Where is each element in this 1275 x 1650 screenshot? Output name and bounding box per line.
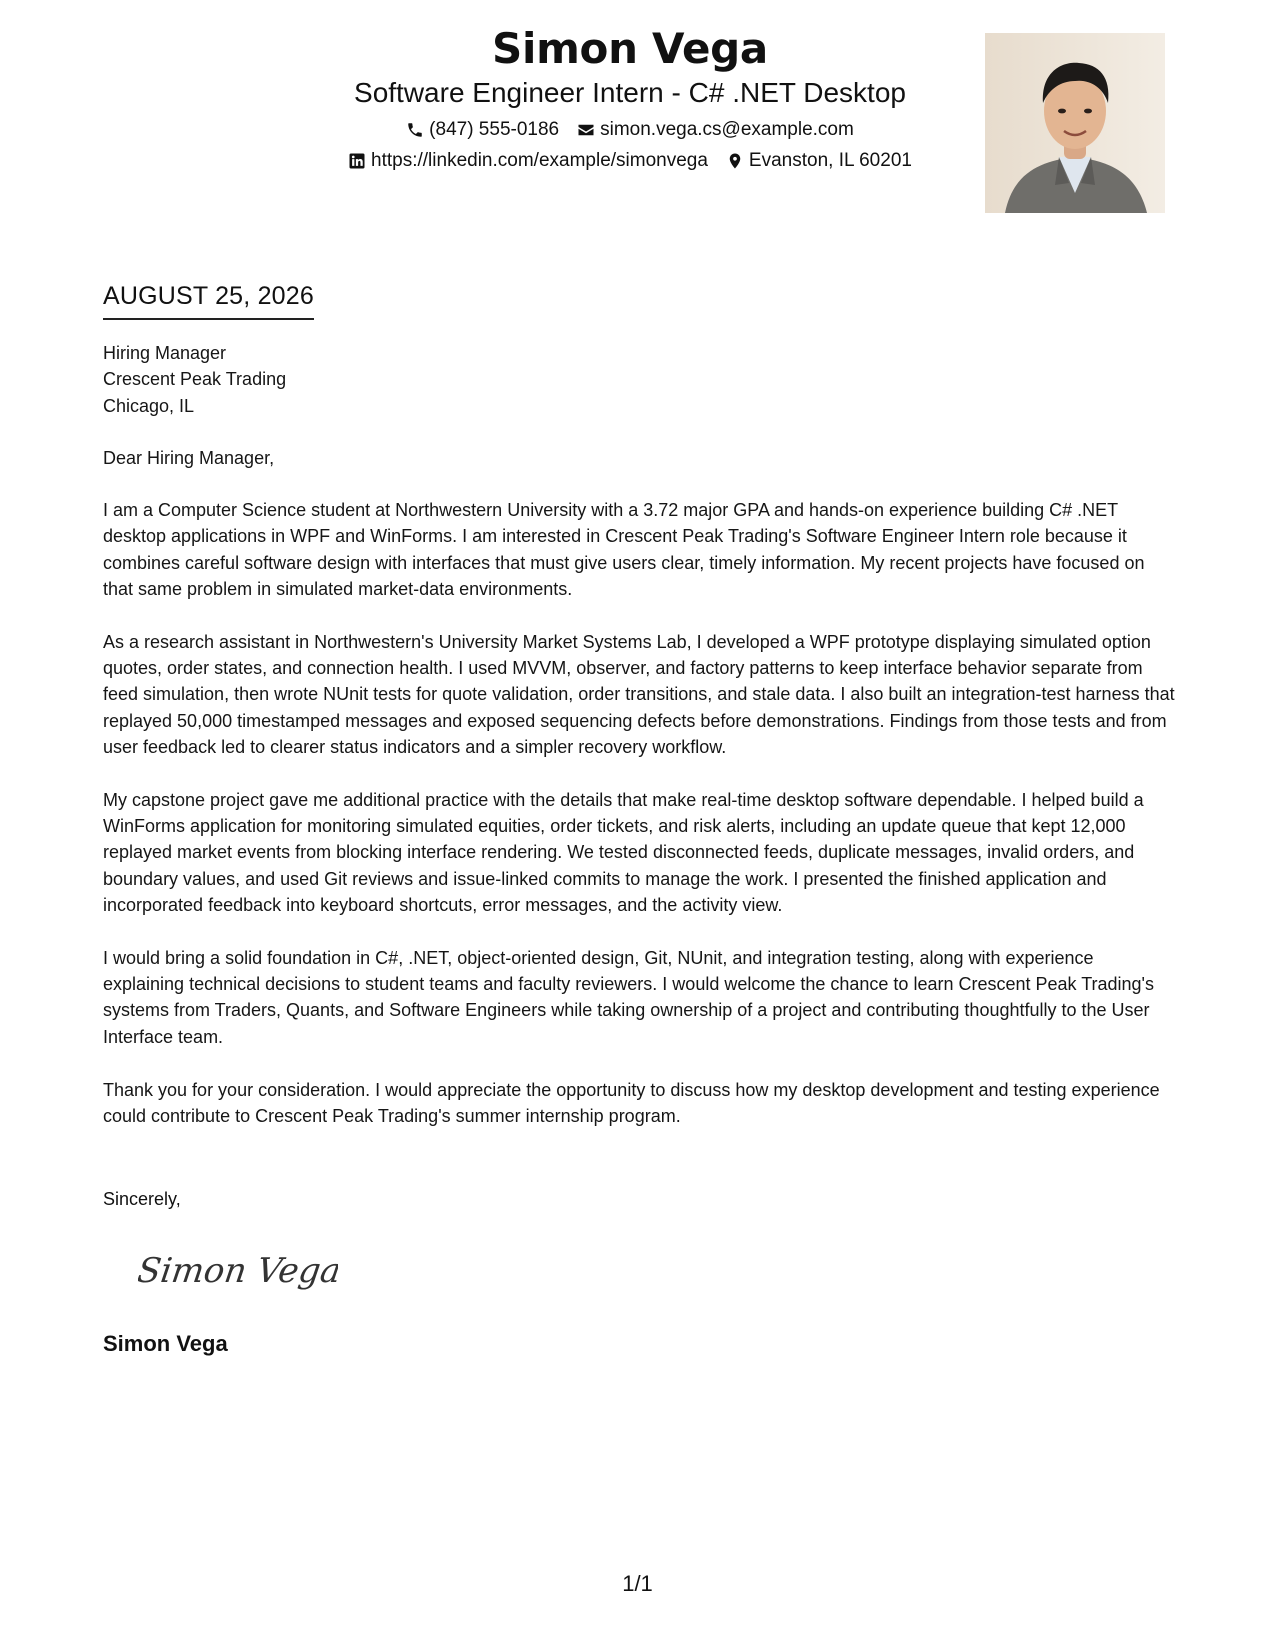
recipient-city: Chicago, IL <box>103 395 195 416</box>
map-pin-icon <box>726 152 744 170</box>
body-paragraph: Thank you for your consideration. I would appreciate the opportunity to discuss how my desktop development and testing experience could contribute to Crescent Peak Trading's summer internship program. <box>103 1079 1160 1126</box>
body-paragraph: I am a Computer Science student at Northwestern University with a 3.72 major GPA and hands-on experience building C# .NET desktop applications in WPF and WinForms. I am interested in Crescent Peak Trading's Software Engineer Intern role because it combines careful software design with interfaces that must give users clear, timely information. My recent projects have focused on that same problem in simulated market-data environments. <box>103 500 1145 600</box>
body-paragraph: I would bring a solid foundation in C#, .NET, object-oriented design, Git, NUnit, and integration testing, along with experience explaining technical decisions to student teams and faculty reviewers. I would welcome the chance to learn Crescent Peak Trading's systems from Traders, Quants, and Software Engineers while taking ownership of a project and contributing thoughtfully to the User Interface team. <box>103 947 1154 1047</box>
contact-linkedin[interactable] <box>348 150 708 172</box>
body-paragraph: My capstone project gave me additional practice with the details that make real-time desktop software dependable. I helped build a WinForms application for monitoring simulated equities, order tickets, and risk alerts, including an update queue that kept 12,000 replayed market events from blocking interface rendering. We tested disconnected feeds, duplicate messages, invalid orders, and boundary values, and used Git reviews and issue-linked commits to manage the work. I presented the finished application and incorporated feedback into keyboard shortcuts, error messages, and the activity view. <box>103 789 1144 916</box>
envelope-icon <box>577 121 595 139</box>
phone-number: (847) 555-0186 <box>429 119 560 140</box>
page-number: 1/1 <box>622 1571 653 1596</box>
headshot-photo <box>985 33 1165 213</box>
signer-name: Simon Vega <box>103 1331 228 1356</box>
contact-row-1 <box>240 119 1020 141</box>
letter-header <box>240 22 1020 172</box>
recipient-company: Crescent Peak Trading <box>103 369 287 390</box>
contact-phone <box>406 119 559 141</box>
phone-icon <box>406 121 424 139</box>
letter-body <box>103 340 1178 1156</box>
contact-row-2 <box>240 150 1020 172</box>
salutation: Dear Hiring Manager, <box>103 447 275 468</box>
letter-date: AUGUST 25, 2026 <box>103 280 314 320</box>
signature-text: Simon Vega <box>138 1251 338 1291</box>
location-text: Evanston, IL 60201 <box>748 150 912 171</box>
closing: Sincerely, <box>103 1189 181 1209</box>
applicant-name: Simon Vega <box>492 24 768 73</box>
contact-email[interactable] <box>577 119 854 141</box>
email-address[interactable]: simon.vega.cs@example.com <box>600 119 854 140</box>
body-paragraph: As a research assistant in Northwestern's University Market Systems Lab, I developed a WPF prototype displaying simulated option quotes, order states, and connection health. I used MVVM, observer, and factory patterns to keep interface behavior separate from feed simulation, then wrote NUnit tests for quote validation, order transitions, and stale data. I also built an integration-test harness that replayed 50,000 timestamped messages and exposed sequencing defects before demonstrations. Findings from those tests and from user feedback led to clearer status indicators and a simpler recovery workflow. <box>103 631 1175 758</box>
handwritten-signature <box>138 1240 338 1300</box>
contact-location <box>726 150 912 172</box>
recipient-block <box>103 340 1178 419</box>
linkedin-url[interactable]: https://linkedin.com/example/simonvega <box>371 150 708 171</box>
job-title: Software Engineer Intern - C# .NET Desktop <box>354 77 906 108</box>
linkedin-icon <box>348 152 366 170</box>
recipient-title: Hiring Manager <box>103 343 227 363</box>
